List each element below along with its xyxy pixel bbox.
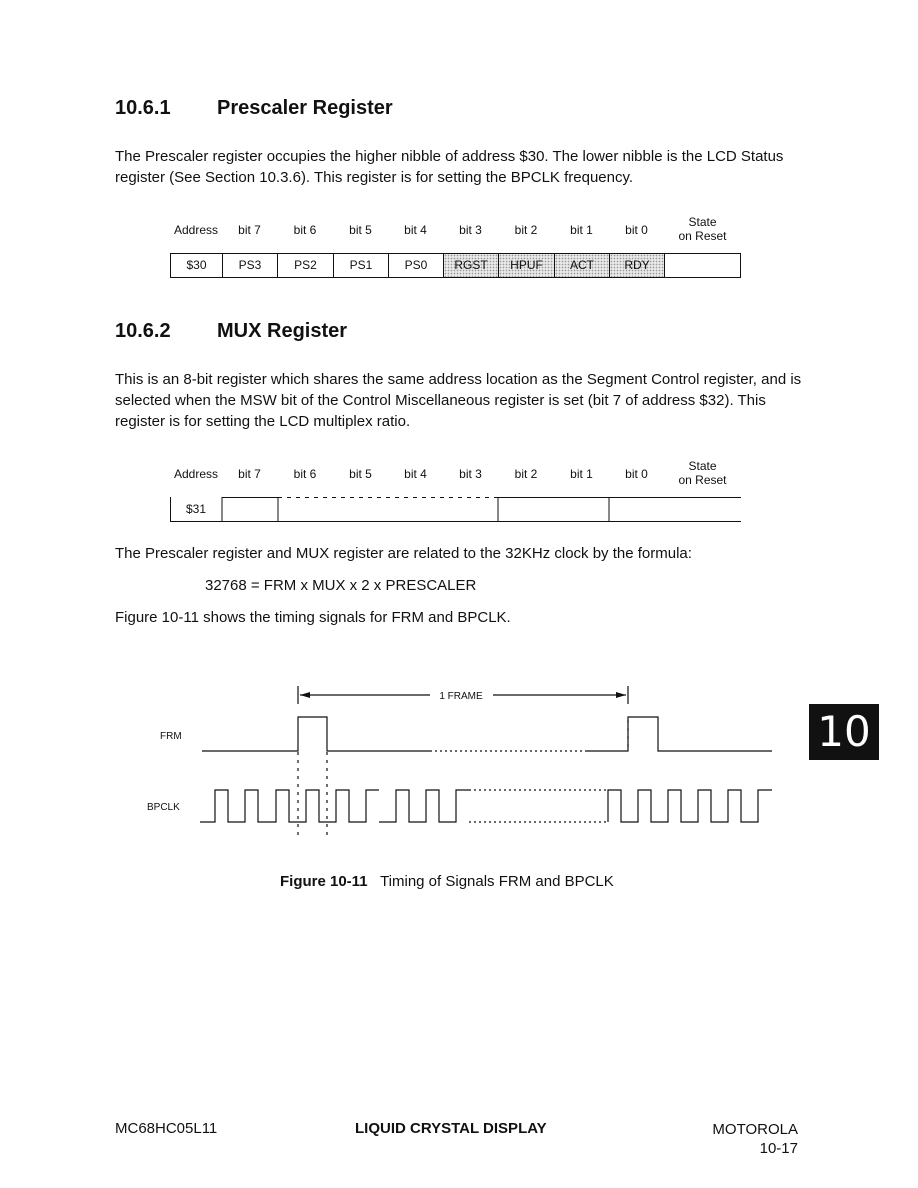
col-header-bit6: bit 6 — [293, 223, 317, 237]
cell-bit2: HPUF — [499, 254, 555, 277]
cell-reset-value — [665, 254, 741, 277]
cell-bit0: RDY — [610, 254, 665, 277]
formula-intro: The Prescaler register and MUX register are related to the 32KHz clock by the formula: — [115, 545, 692, 562]
cell-address: $30 — [171, 254, 223, 277]
col-header-bit4: bit 4 — [404, 223, 427, 237]
col-header-bit7: bit 7 — [238, 467, 261, 481]
section-number: 10.6.1 — [115, 97, 171, 119]
footer-company: MOTOROLA — [712, 1121, 798, 1138]
col-header-address: Address — [173, 223, 219, 237]
cell-bit1: ACT — [555, 254, 610, 277]
bpclk-label: BPCLK — [147, 802, 180, 813]
col-header-bit2: bit 2 — [514, 467, 538, 481]
figure-caption — [280, 873, 614, 890]
footer-chapter-title: LIQUID CRYSTAL DISPLAY — [355, 1120, 547, 1137]
cell-bit4: PS0 — [389, 254, 444, 277]
section-title: Prescaler Register — [217, 97, 393, 119]
col-header-bit0: bit 0 — [625, 223, 648, 237]
figure-caption-text: Timing of Signals FRM and BPCLK — [380, 873, 614, 890]
register-table-prescaler — [170, 212, 742, 282]
cell-bit3: RGST — [444, 254, 499, 277]
col-header-bit2: bit 2 — [514, 223, 538, 237]
section-body-mux: This is an 8-bit register which shares the same address location as the Segment Control register, and is selected when the MSW bit of the Control Miscellaneous register is set (bit 7 of address $32). This register is for setting the LCD multiplex ratio. — [115, 371, 802, 430]
frm-label: FRM — [160, 731, 182, 742]
section-title: MUX Register — [217, 320, 348, 342]
section-heading-mux — [115, 320, 347, 343]
col-header-reset — [664, 459, 741, 487]
formula: 32768 = FRM x MUX x 2 x PRESCALER — [205, 577, 477, 594]
col-header-bit3: bit 3 — [459, 223, 482, 237]
reset-header-line2: on Reset — [678, 229, 727, 243]
figure-caption-label: Figure 10-11 — [280, 873, 368, 890]
register-row-30 — [170, 253, 741, 278]
register-table-mux — [170, 456, 742, 526]
chapter-tab: 10 — [809, 704, 879, 760]
footer-part-number: MC68HC05L11 — [115, 1120, 218, 1137]
col-header-bit1: bit 1 — [570, 467, 593, 481]
cell-address: $31 — [185, 502, 207, 516]
col-header-reset — [664, 215, 741, 243]
col-header-bit0: bit 0 — [625, 467, 648, 481]
col-header-bit6: bit 6 — [293, 467, 317, 481]
frame-label: 1 FRAME — [439, 691, 483, 702]
col-header-address: Address — [173, 467, 219, 481]
frm-signal — [202, 717, 430, 751]
reset-header-line2: on Reset — [678, 473, 727, 487]
section-heading-prescaler — [115, 97, 393, 120]
figure-reference: Figure 10-11 shows the timing signals for FRM and BPCLK. — [115, 609, 511, 626]
cell-bit7: PS3 — [223, 254, 278, 277]
col-header-bit1: bit 1 — [570, 223, 593, 237]
footer-page-number: 10-17 — [759, 1140, 798, 1157]
reset-header-line1: State — [688, 459, 717, 473]
reset-header-line1: State — [688, 215, 717, 229]
section-number: 10.6.2 — [115, 320, 171, 342]
col-header-bit5: bit 5 — [349, 467, 372, 481]
col-header-bit7: bit 7 — [238, 223, 261, 237]
section-body-prescaler: The Prescaler register occupies the higher nibble of address $30. The lower nibble is the LCD Status register (See Section 10.3.6). This register is for setting the BPCLK frequency. — [115, 148, 784, 186]
col-header-bit4: bit 4 — [404, 467, 427, 481]
bpclk-signal — [200, 790, 379, 822]
col-header-bit3: bit 3 — [459, 467, 482, 481]
cell-bit6: PS2 — [278, 254, 334, 277]
mux-register-frame — [170, 494, 742, 524]
col-header-bit5: bit 5 — [349, 223, 372, 237]
cell-bit5: PS1 — [334, 254, 389, 277]
timing-diagram — [140, 680, 790, 850]
footer-right — [700, 1120, 798, 1158]
